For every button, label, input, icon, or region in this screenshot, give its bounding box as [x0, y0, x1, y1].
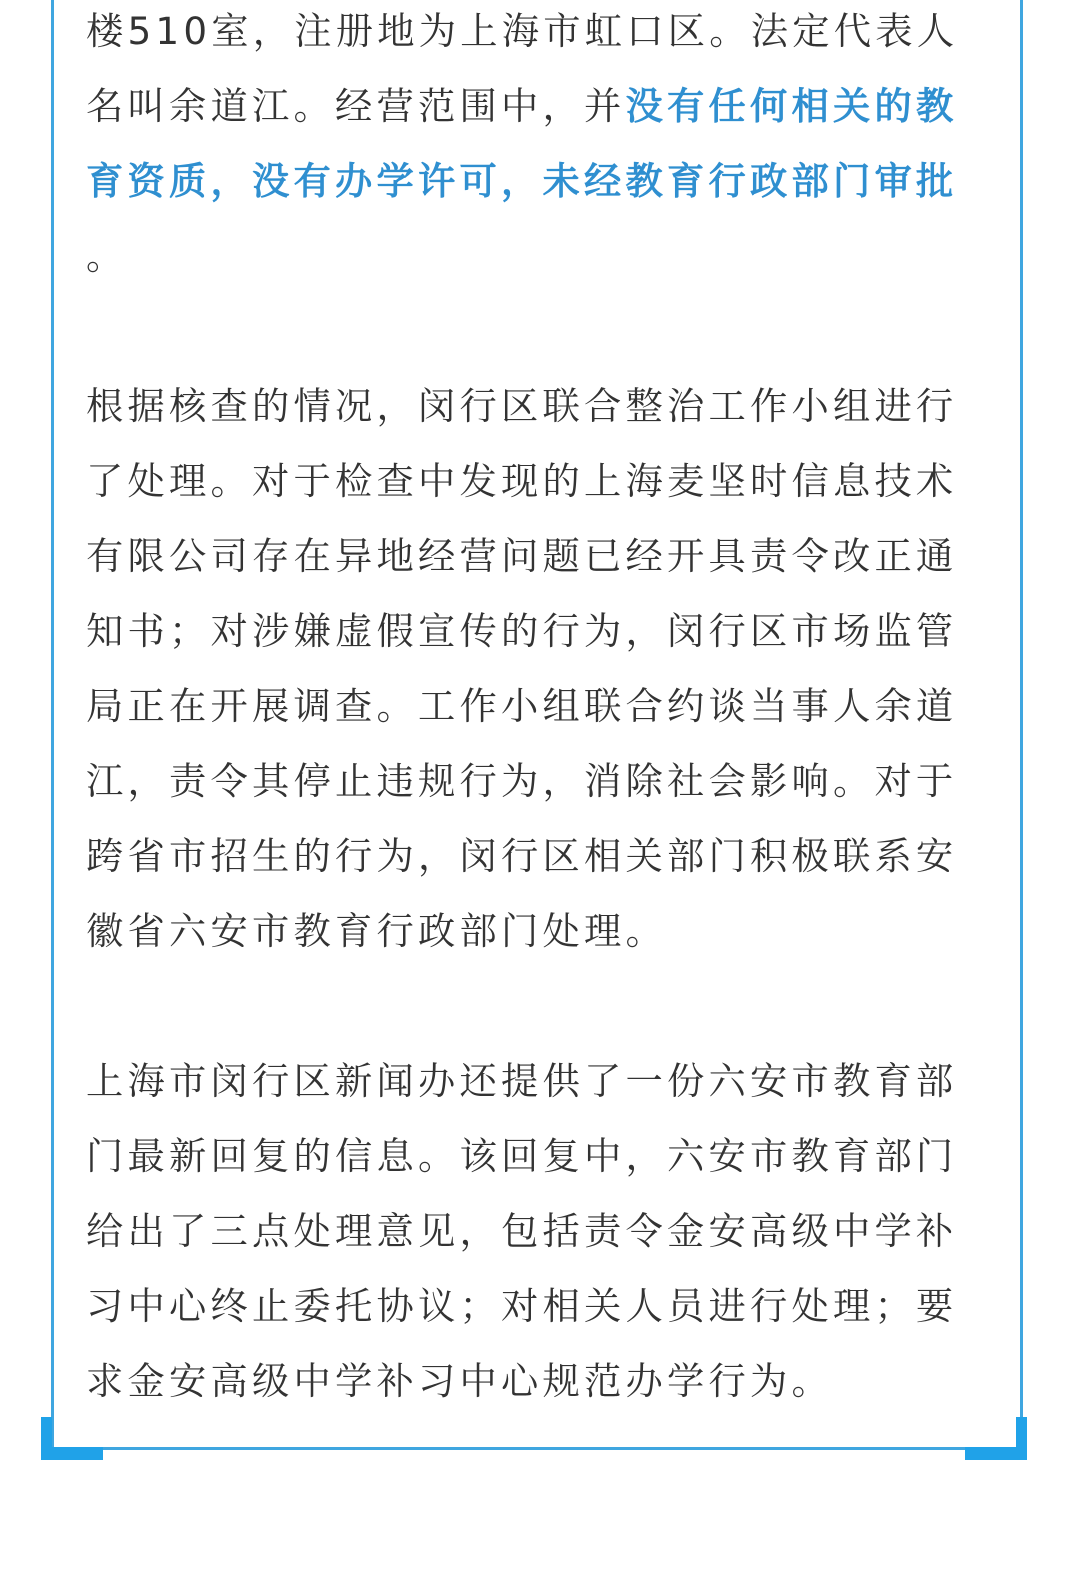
paragraph-spacer	[86, 969, 986, 1044]
frame-corner-bottom-left-bar	[41, 1447, 103, 1460]
body-text: 上海市闵行区新闻办还提供了一份六安市教育部	[86, 1059, 958, 1103]
paragraph	[86, 0, 986, 294]
body-text: 局正在开展调查。工作小组联合约谈当事人余道	[86, 684, 958, 728]
frame-corner-bottom-right-bar	[965, 1447, 1027, 1460]
text-line	[86, 144, 986, 219]
body-text: 根据核查的情况，闵行区联合整治工作小组进行	[86, 384, 958, 428]
body-text: 习中心终止委托协议；对相关人员进行处理；要	[86, 1284, 958, 1328]
text-line	[86, 0, 986, 69]
article-body	[86, 0, 986, 1419]
body-text: 给出了三点处理意见，包括责令金安高级中学补	[86, 1209, 958, 1253]
text-line	[86, 369, 986, 444]
body-text: 求金安高级中学补习中心规范办学行为。	[86, 1359, 833, 1403]
text-line	[86, 1344, 986, 1419]
paragraph	[86, 369, 986, 969]
text-line	[86, 444, 986, 519]
body-text: 。	[86, 234, 128, 278]
text-line	[86, 519, 986, 594]
text-line	[86, 219, 986, 294]
text-line	[86, 744, 986, 819]
text-line	[86, 1194, 986, 1269]
body-text: 楼510室，注册地为上海市虹口区。法定代表人	[86, 9, 959, 53]
text-line	[86, 819, 986, 894]
body-text: 名叫余道江。经营范围中，并	[86, 84, 626, 128]
body-text: 门最新回复的信息。该回复中，六安市教育部门	[86, 1134, 958, 1178]
body-text: 了处理。对于检查中发现的上海麦坚时信息技术	[86, 459, 958, 503]
body-text: 有限公司存在异地经营问题已经开具责令改正通	[86, 534, 958, 578]
body-text: 江，责令其停止违规行为，消除社会影响。对于	[86, 759, 958, 803]
text-line	[86, 69, 986, 144]
text-line	[86, 894, 986, 969]
text-line	[86, 1269, 986, 1344]
paragraph-spacer	[86, 294, 986, 369]
body-text: 跨省市招生的行为，闵行区相关部门积极联系安	[86, 834, 958, 878]
paragraph	[86, 1044, 986, 1419]
highlighted-text: 育资质，没有办学许可，未经教育行政部门审批	[86, 159, 958, 203]
text-line	[86, 669, 986, 744]
text-line	[86, 594, 986, 669]
body-text: 徽省六安市教育行政部门处理。	[86, 909, 667, 953]
highlighted-text: 没有任何相关的教	[625, 84, 958, 128]
body-text: 知书；对涉嫌虚假宣传的行为，闵行区市场监管	[86, 609, 958, 653]
text-line	[86, 1044, 986, 1119]
text-line	[86, 1119, 986, 1194]
